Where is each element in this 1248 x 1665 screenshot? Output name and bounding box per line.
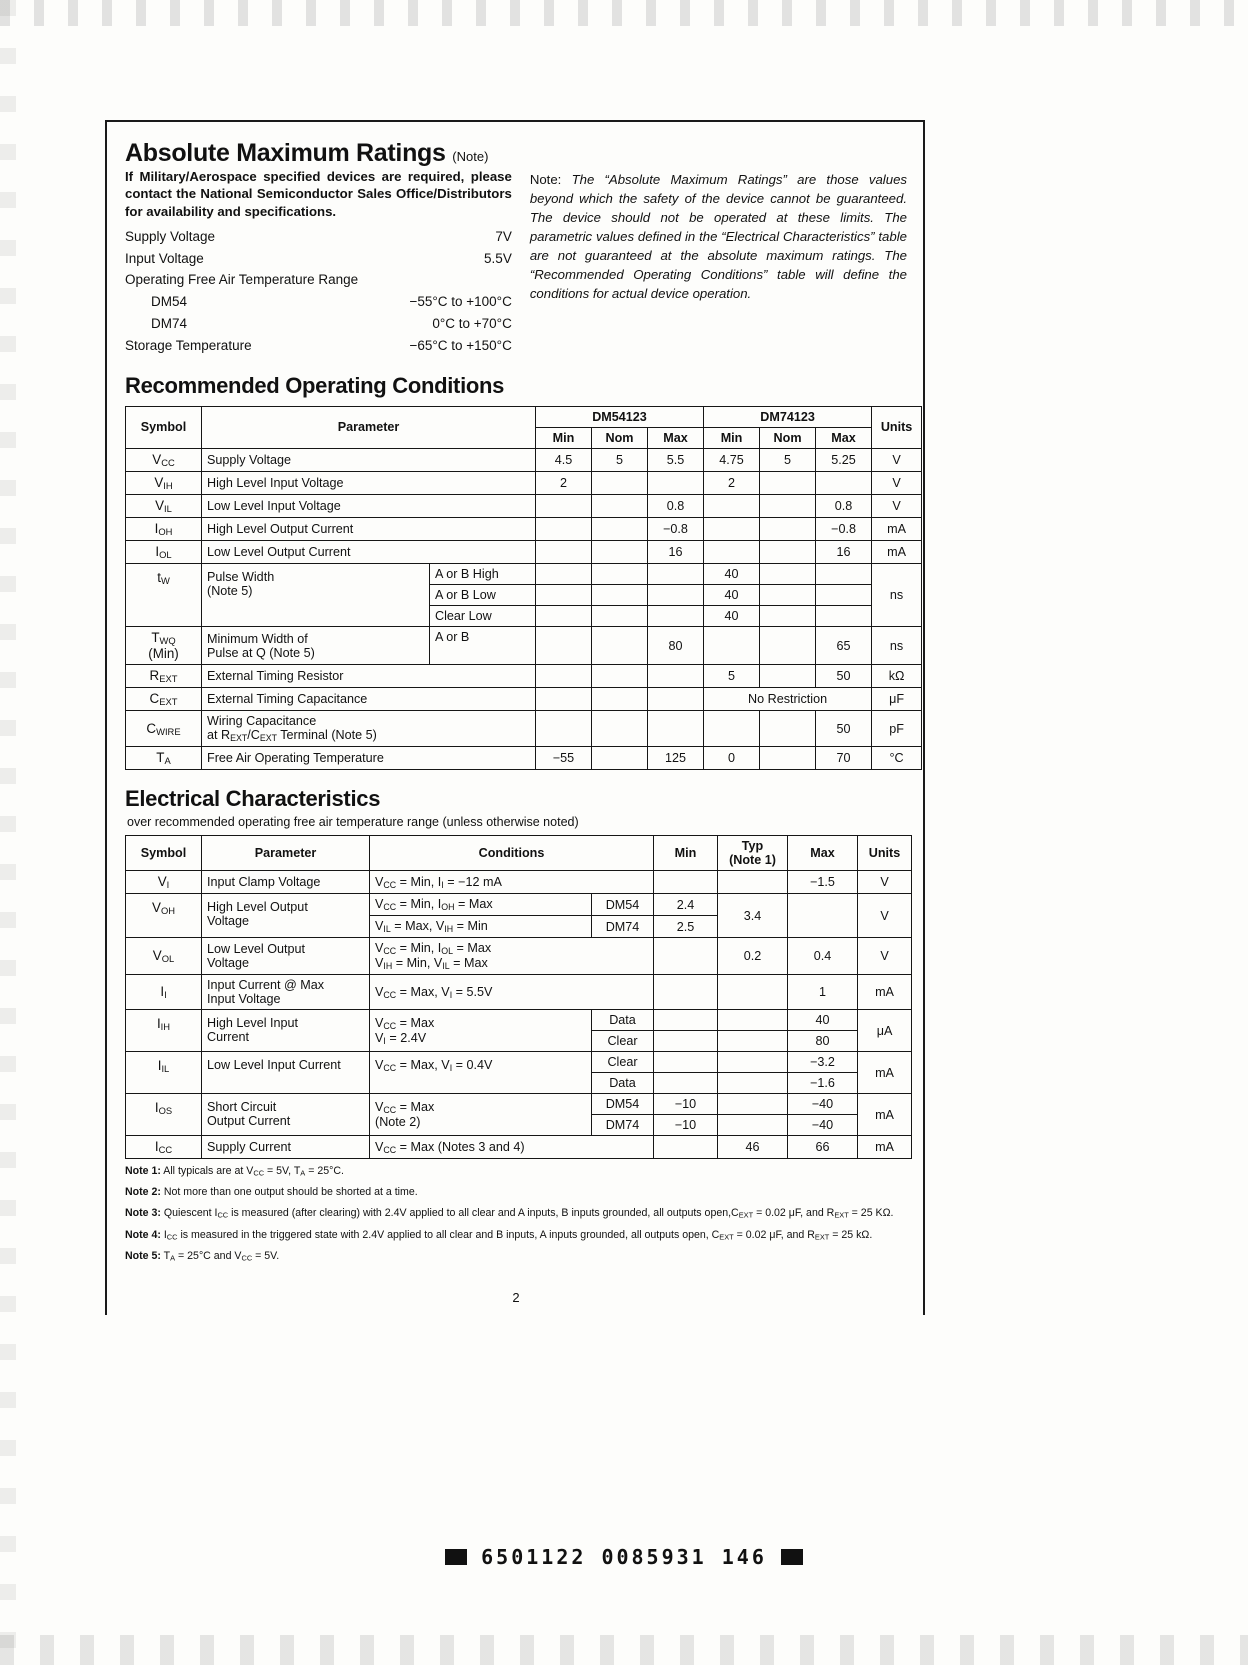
row-symbol: $V_{IL}$: [126, 495, 202, 518]
roc-head: [126, 406, 922, 448]
table-cell: [718, 1115, 788, 1136]
row-symbol: $I_{OL}$: [126, 541, 202, 564]
table-cell: [704, 495, 760, 518]
table-cell: 0.8: [648, 495, 704, 518]
note-label: Note:: [529, 172, 562, 187]
abs-max-rating-row: [125, 313, 512, 335]
row-typ: 3.4: [718, 894, 788, 938]
row-condition: $V_{CC}$ = Max, $V_I = 5.5V$: [370, 975, 654, 1010]
table-cell: 5.5: [648, 448, 704, 471]
row-symbol: $I_{OS}$: [126, 1094, 202, 1136]
table-cell: [648, 665, 704, 688]
row-units: V: [858, 938, 912, 975]
table-cell: [654, 1052, 718, 1073]
ec-th-parameter: Parameter: [202, 836, 370, 871]
roc-th-b-nom: Nom: [760, 427, 816, 448]
roc-th-b-max: Max: [816, 427, 872, 448]
table-row: [126, 1094, 912, 1115]
rating-label: Storage Temperature: [125, 338, 252, 354]
table-row: [126, 711, 922, 747]
row-condition: $V_{CC}$ = Max (Notes 3 and 4): [370, 1136, 654, 1159]
row-condition: A or B Low: [430, 585, 536, 606]
table-cell: [592, 564, 648, 585]
footnote-text: Not more than one output should be shorted at a time.: [160, 1186, 418, 1199]
table-cell: [536, 585, 592, 606]
table-cell: 0.4: [788, 938, 858, 975]
row-symbol: $T_A$: [126, 747, 202, 770]
table-row: [126, 871, 912, 894]
table-cell: −3.2: [788, 1052, 858, 1073]
table-cell: [760, 518, 816, 541]
table-cell: 70: [816, 747, 872, 770]
table-cell: [760, 606, 816, 627]
abs-max-section: [125, 140, 907, 357]
table-cell: [760, 747, 816, 770]
recommended-operating-conditions-table: [125, 406, 922, 771]
row-symbol: $t_W$: [126, 564, 202, 627]
ec-th-symbol: Symbol: [126, 836, 202, 871]
row-units: mA: [858, 1094, 912, 1136]
rating-value: 5.5V: [484, 250, 512, 266]
ec-th-max: Max: [788, 836, 858, 871]
table-cell: [648, 564, 704, 585]
table-cell: [536, 518, 592, 541]
roc-th-dm54123: DM54123: [536, 406, 704, 427]
footnotes: [125, 1163, 907, 1263]
table-cell: 5: [760, 448, 816, 471]
abs-max-note-paragraph: [530, 170, 907, 303]
footnote-text: $I_{CC}$ is measured in the triggered state with 2.4V applied to all clear and B inputs, A inputs grounded, all outputs open, $C_{EXT} = 0.02$ μF, and $R_{EXT} = 25$ kΩ.: [160, 1228, 873, 1242]
footnote-text: Quiescent $I_{CC}$ is measured (after clearing) with 2.4V applied to all clear and A inputs, B inputs grounded, all outputs $open,C_{EXT} = 0.02$ μF, and $R_{EXT} = 25$ KΩ.: [160, 1207, 894, 1221]
table-row: [126, 564, 922, 585]
table-cell: [536, 688, 592, 711]
table-cell: 16: [816, 541, 872, 564]
row-symbol: $I_{IL}$: [126, 1052, 202, 1094]
table-cell: [654, 975, 718, 1010]
scan-artifact-bottom: [0, 1635, 1248, 1665]
row-symbol: $I_{IH}$: [126, 1010, 202, 1052]
table-cell: [760, 564, 816, 585]
footnote-text: All typicals are at $V_{CC} = 5V$, $T_A = 25^\circ C$.: [160, 1165, 344, 1178]
table-cell: [536, 495, 592, 518]
table-cell: [592, 665, 648, 688]
roc-title: Recommended Operating Conditions: [125, 372, 505, 398]
footnote: [125, 1205, 907, 1221]
row-parameter: High Level Input Voltage: [202, 471, 536, 494]
row-units: pF: [872, 711, 922, 747]
rating-label: Supply Voltage: [125, 228, 216, 244]
table-cell: [760, 711, 816, 747]
row-units: mA: [858, 1052, 912, 1094]
row-units: mA: [872, 541, 922, 564]
row-symbol: $V_{OH}$: [126, 894, 202, 938]
row-symbol: $T_{WQ}$ (Min): [126, 627, 202, 665]
table-cell: 40: [788, 1010, 858, 1031]
abs-max-title-note: (Note): [452, 149, 489, 164]
table-cell: [760, 495, 816, 518]
roc-th-a-nom: Nom: [592, 427, 648, 448]
row-units: μA: [858, 1010, 912, 1052]
ec-th-min: Min: [654, 836, 718, 871]
table-cell: 5: [704, 665, 760, 688]
table-row: [126, 894, 912, 916]
table-row: [126, 471, 922, 494]
row-symbol: $V_I$: [126, 871, 202, 894]
roc-th-a-max: Max: [648, 427, 704, 448]
table-cell: [536, 627, 592, 665]
table-cell: [536, 564, 592, 585]
rating-label: Input Voltage: [125, 250, 204, 266]
table-cell: [704, 541, 760, 564]
roc-th-b-min: Min: [704, 427, 760, 448]
table-row: [126, 1136, 912, 1159]
roc-th-a-min: Min: [536, 427, 592, 448]
row-units: mA: [872, 518, 922, 541]
roc-th-symbol: Symbol: [126, 406, 202, 448]
table-cell: 40: [704, 585, 760, 606]
abs-max-ratings-list: [125, 226, 512, 357]
row-condition: $V_{IL}$ = Max, $V_{IH}$ = Min: [370, 916, 592, 938]
row-symbol: $I_{CC}$: [126, 1136, 202, 1159]
footnote-label: Note 3:: [125, 1207, 161, 1220]
row-device-label: DM74: [592, 916, 654, 938]
barcode-area: [0, 1545, 1248, 1570]
table-cell: [592, 711, 648, 747]
footnote: [125, 1248, 907, 1264]
footnote-text: $T_A = 25^\circ C$ and $V_{CC} = 5V$.: [160, 1249, 280, 1263]
table-cell: [536, 665, 592, 688]
row-symbol: $V_{IH}$: [126, 471, 202, 494]
ec-th-typ-line1: Typ: [741, 839, 764, 854]
table-cell: 50: [816, 665, 872, 688]
table-cell: 1: [788, 975, 858, 1010]
table-cell: −10: [654, 1094, 718, 1115]
ec-th-units: Units: [858, 836, 912, 871]
table-cell: 16: [648, 541, 704, 564]
abs-max-rating-row: [125, 291, 512, 313]
table-cell: 0.2: [718, 938, 788, 975]
row-device-label: Clear: [592, 1031, 654, 1052]
row-units: V: [858, 871, 912, 894]
table-cell: −40: [788, 1094, 858, 1115]
table-cell: −1.5: [788, 871, 858, 894]
row-device-label: Data: [592, 1073, 654, 1094]
table-cell: −55: [536, 747, 592, 770]
row-units: V: [872, 471, 922, 494]
electrical-characteristics-table: [125, 835, 912, 1159]
table-cell: [718, 975, 788, 1010]
rating-label: DM74: [151, 316, 188, 332]
table-row: [126, 1052, 912, 1073]
rating-label: Operating Free Air Temperature Range: [125, 272, 359, 288]
table-row: [126, 747, 922, 770]
abs-max-rating-row: [125, 248, 512, 270]
table-row: [126, 665, 922, 688]
row-device-label: Clear: [592, 1052, 654, 1073]
table-cell: [760, 665, 816, 688]
row-units: ns: [872, 627, 922, 665]
roc-th-parameter: Parameter: [202, 406, 536, 448]
row-parameter: External Timing Capacitance: [202, 688, 536, 711]
row-parameter: Low Level Output Voltage: [202, 938, 370, 975]
table-cell: 50: [816, 711, 872, 747]
row-symbol: $R_{EXT}$: [126, 665, 202, 688]
row-parameter: Free Air Operating Temperature: [202, 747, 536, 770]
ec-th-conditions: Conditions: [370, 836, 654, 871]
table-cell: [654, 1136, 718, 1159]
footnote-label: Note 4:: [125, 1228, 161, 1241]
row-parameter: High Level Output Voltage: [202, 894, 370, 938]
footnote: [125, 1163, 907, 1179]
table-row: [126, 975, 912, 1010]
abs-max-title: [125, 140, 512, 166]
table-cell: [718, 1031, 788, 1052]
row-parameter: Low Level Output Current: [202, 541, 536, 564]
row-span-value: No Restriction: [704, 688, 872, 711]
row-parameter: Supply Current: [202, 1136, 370, 1159]
abs-max-title-text: Absolute Maximum Ratings: [125, 139, 446, 167]
row-units: μF: [872, 688, 922, 711]
table-row: [126, 518, 922, 541]
abs-max-rating-row: [125, 226, 512, 248]
table-row: [126, 627, 922, 665]
row-parameter: Low Level Input Current: [202, 1052, 370, 1094]
ec-header-row: [126, 836, 912, 871]
table-cell: [592, 471, 648, 494]
table-cell: [592, 495, 648, 518]
row-units: mA: [858, 975, 912, 1010]
table-cell: 2: [704, 471, 760, 494]
row-parameter: Input Current @ Max Input Voltage: [202, 975, 370, 1010]
abs-max-rating-row: [125, 335, 512, 357]
table-cell: [760, 541, 816, 564]
rating-value: −55°C to +100°C: [409, 294, 512, 310]
table-cell: [654, 938, 718, 975]
table-cell: [718, 1073, 788, 1094]
table-cell: 2.5: [654, 916, 718, 938]
table-cell: [592, 585, 648, 606]
row-device-label: DM54: [592, 1094, 654, 1115]
rating-value: −65°C to +150°C: [409, 338, 512, 354]
row-units: V: [872, 495, 922, 518]
row-parameter: External Timing Resistor: [202, 665, 536, 688]
table-cell: 66: [788, 1136, 858, 1159]
row-units: V: [858, 894, 912, 938]
content-frame: [105, 120, 925, 1315]
row-parameter: Low Level Input Voltage: [202, 495, 536, 518]
table-cell: −40: [788, 1115, 858, 1136]
table-cell: [654, 1031, 718, 1052]
table-row: [126, 1010, 912, 1031]
abs-max-right-column: [530, 140, 907, 303]
table-cell: 46: [718, 1136, 788, 1159]
table-cell: −10: [654, 1115, 718, 1136]
row-symbol: $I_{OH}$: [126, 518, 202, 541]
table-cell: −1.6: [788, 1073, 858, 1094]
table-cell: 5: [592, 448, 648, 471]
row-parameter: Supply Voltage: [202, 448, 536, 471]
table-cell: [592, 606, 648, 627]
row-condition: A or B: [430, 627, 536, 665]
table-cell: 2: [536, 471, 592, 494]
abs-max-rating-row: [125, 269, 512, 291]
table-cell: 5.25: [816, 448, 872, 471]
row-condition: $V_{CC}$ = Min, $I_{OH}$ = Max: [370, 894, 592, 916]
row-parameter: Short Circuit Output Current: [202, 1094, 370, 1136]
row-condition: $V_{CC}$ = Min, $I_{OL}$ = Max $V_{IH}$ = Min, $V_{IL}$ = Max: [370, 938, 654, 975]
row-condition: Clear Low: [430, 606, 536, 627]
table-row: [126, 495, 922, 518]
row-symbol: $V_{CC}$: [126, 448, 202, 471]
table-cell: 80: [788, 1031, 858, 1052]
table-cell: [654, 871, 718, 894]
table-cell: [536, 606, 592, 627]
rating-label: DM54: [151, 294, 188, 310]
table-cell: [760, 585, 816, 606]
table-cell: [648, 688, 704, 711]
table-cell: [704, 627, 760, 665]
row-condition: $V_{CC}$ = Max (Note 2): [370, 1094, 592, 1136]
footnote-label: Note 5:: [125, 1249, 161, 1262]
table-cell: [536, 711, 592, 747]
table-cell: [816, 585, 872, 606]
table-cell: [648, 711, 704, 747]
table-cell: [704, 711, 760, 747]
table-cell: [816, 564, 872, 585]
row-symbol: $C_{EXT}$: [126, 688, 202, 711]
table-cell: 80: [648, 627, 704, 665]
footnote: [125, 1184, 907, 1200]
footnote-label: Note 2:: [125, 1186, 161, 1199]
roc-body: [126, 448, 922, 770]
row-units: V: [872, 448, 922, 471]
table-cell: [648, 585, 704, 606]
table-cell: 125: [648, 747, 704, 770]
row-symbol: $I_I$: [126, 975, 202, 1010]
row-parameter: High Level Output Current: [202, 518, 536, 541]
table-cell: [654, 1010, 718, 1031]
table-row: [126, 688, 922, 711]
row-condition: $V_{CC}$ = Max, $V_I = 0.4V$: [370, 1052, 592, 1094]
row-units: °C: [872, 747, 922, 770]
table-cell: [760, 471, 816, 494]
ec-subtitle: over recommended operating free air temperature range (unless otherwise noted): [127, 815, 579, 830]
row-parameter: Wiring Capacitance at $R_{EXT}/C_{EXT}$ Terminal (Note 5): [202, 711, 536, 747]
page-number: 2: [512, 1289, 520, 1305]
table-cell: −0.8: [648, 518, 704, 541]
note-body: The “Absolute Maximum Ratings” are those values beyond which the safety of the device cannot be guaranteed. The device should not be operated at these limits. The parametric values defined in the “Electrical Characteristics” table are not guaranteed at the absolute maximum ratings. The “Recommended Operating Conditions” table will define the conditions for actual device operation.: [529, 172, 907, 301]
table-cell: [704, 518, 760, 541]
ec-title: Electrical Characteristics: [125, 786, 381, 812]
row-units: ns: [872, 564, 922, 627]
table-cell: [654, 1073, 718, 1094]
ec-head: [126, 836, 912, 871]
ec-th-typ: [718, 836, 788, 871]
row-symbol: $C_{WIRE}$: [126, 711, 202, 747]
table-cell: [592, 688, 648, 711]
row-parameter: High Level Input Current: [202, 1010, 370, 1052]
row-symbol: $V_{OL}$: [126, 938, 202, 975]
barcode-number: 6501122 0085931 146: [481, 1545, 767, 1569]
row-parameter: Minimum Width of Pulse at Q (Note 5): [202, 627, 430, 665]
scan-artifact-top: [0, 0, 1248, 26]
row-parameter: Pulse Width (Note 5): [202, 564, 430, 627]
military-notice: If Military/Aerospace specified devices are required, please contact the National Semiconductor Sales Office/Distributors for availability and specifications.: [125, 169, 512, 219]
table-cell: [648, 471, 704, 494]
roc-th-dm74123: DM74123: [704, 406, 872, 427]
row-condition: A or B High: [430, 564, 536, 585]
table-cell: [718, 871, 788, 894]
datasheet-page: [105, 120, 925, 1315]
abs-max-left-column: [125, 140, 512, 357]
row-parameter: Input Clamp Voltage: [202, 871, 370, 894]
row-device-label: DM54: [592, 894, 654, 916]
barcode-block-right: [781, 1549, 803, 1565]
table-cell: [816, 606, 872, 627]
table-cell: [760, 627, 816, 665]
row-units: kΩ: [872, 665, 922, 688]
table-cell: 0.8: [816, 495, 872, 518]
table-cell: [718, 1052, 788, 1073]
table-cell: 4.75: [704, 448, 760, 471]
ec-th-typ-line2: (Note 1): [729, 853, 776, 868]
table-cell: 0: [704, 747, 760, 770]
footnote: [125, 1227, 907, 1243]
table-cell: [536, 541, 592, 564]
table-cell: [648, 606, 704, 627]
table-cell: 2.4: [654, 894, 718, 916]
table-cell: [592, 541, 648, 564]
row-device-label: Data: [592, 1010, 654, 1031]
roc-header-row-1: [126, 406, 922, 427]
table-cell: [592, 747, 648, 770]
row-units: mA: [858, 1136, 912, 1159]
ec-body: [126, 871, 912, 1159]
roc-th-units: Units: [872, 406, 922, 448]
table-row: [126, 541, 922, 564]
rating-value: 7V: [495, 228, 512, 244]
table-cell: [718, 1094, 788, 1115]
table-cell: [816, 471, 872, 494]
table-cell: 65: [816, 627, 872, 665]
table-cell: 4.5: [536, 448, 592, 471]
table-cell: −0.8: [816, 518, 872, 541]
table-cell: [718, 1010, 788, 1031]
table-row: [126, 938, 912, 975]
table-row: [126, 448, 922, 471]
row-max: [788, 894, 858, 938]
barcode-block-left: [445, 1549, 467, 1565]
row-condition: $V_{CC}$ = Min, $I_I = -12$ mA: [370, 871, 654, 894]
table-cell: [592, 518, 648, 541]
table-cell: [592, 627, 648, 665]
footnote-label: Note 1:: [125, 1165, 161, 1178]
row-condition: $V_{CC}$ = Max $V_I = 2.4V$: [370, 1010, 592, 1052]
row-device-label: DM74: [592, 1115, 654, 1136]
rating-value: 0°C to +70°C: [432, 316, 512, 332]
table-cell: 40: [704, 564, 760, 585]
table-cell: 40: [704, 606, 760, 627]
scan-artifact-left: [0, 0, 16, 1665]
